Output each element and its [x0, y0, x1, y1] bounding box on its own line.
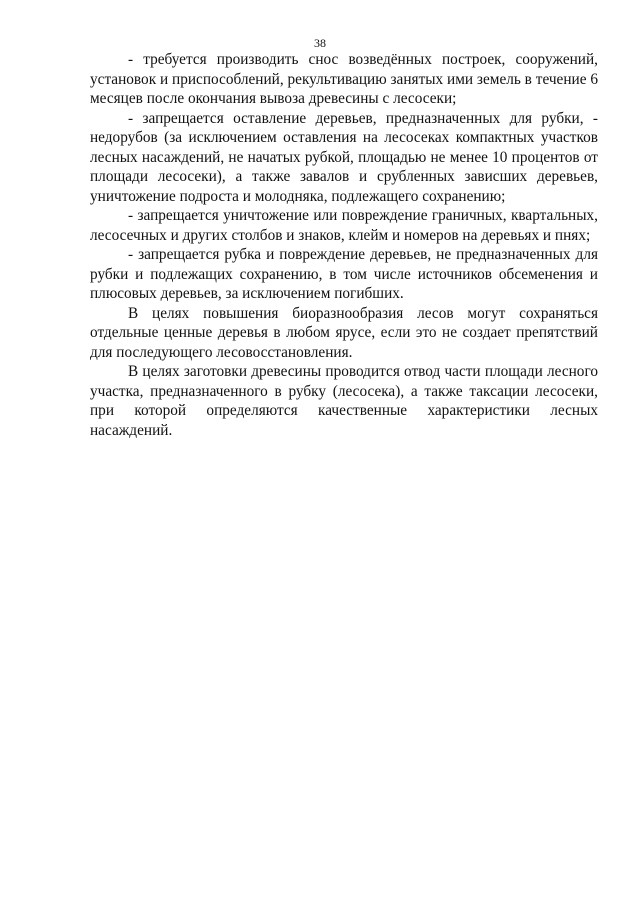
paragraph-demolition-requirement: - требуется производить снос возведённых построек, сооружений, установок и приспособлений, рекультивацию занятых ими земель в течение 6 месяцев после окончания вывоза древесины с лесосеки;: [90, 51, 598, 107]
page-number: 38: [314, 36, 326, 50]
document-body: [90, 50, 598, 440]
paragraph-timber-harvesting: В целях заготовки древесины проводится отвод части площади лесного участка, предназначенного в рубку (лесосека), а также таксации лесосеки, при которой определяются качественные характеристики лесных насаждений.: [90, 363, 598, 439]
paragraph-biodiversity: В целях повышения биоразнообразия лесов могут сохраняться отдельные ценные деревья в любом ярусе, если это не создает препятствий для последующего лесовосстановления.: [90, 304, 598, 361]
paragraph-prohibition-cutting-protected: - запрещается рубка и повреждение деревьев, не предназначенных для рубки и подлежащих сохранению, в том числе источников обсеменения и плюсовых деревьев, за исключением погибших.: [90, 246, 598, 302]
paragraph-prohibition-leaving-trees: - запрещается оставление деревьев, предназначенных для рубки, - недорубов (за исключением оставления на лесосеках компактных участков лесных насаждений, не начатых рубкой, площадью не менее 10 процентов от площади лесосеки), а также завалов и срубленных зависших деревьев, уничтожение подроста и молодняка, подлежащего сохранению;: [90, 109, 598, 205]
paragraph-prohibition-destroying-markers: - запрещается уничтожение или повреждение граничных, квартальных, лесосечных и других столбов и знаков, клейм и номеров на деревьях и пнях;: [90, 207, 598, 244]
